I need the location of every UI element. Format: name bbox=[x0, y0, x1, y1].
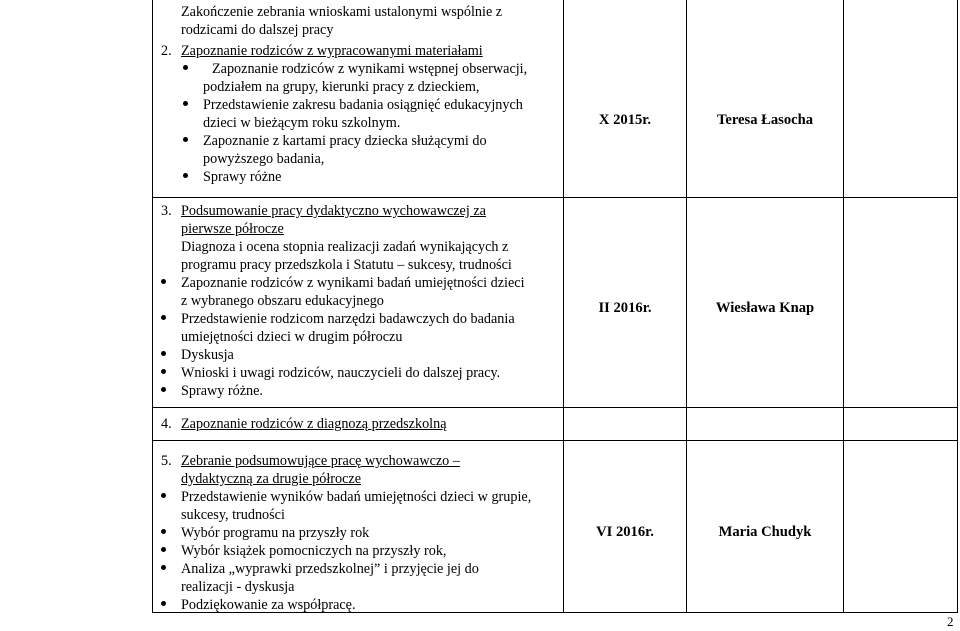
row3-heading-line2: pierwsze półrocze bbox=[181, 221, 284, 237]
row5-heading-line2: dydaktyczną za drugie półrocze bbox=[181, 471, 362, 487]
row2-bullet-3-line2: powyższego badania, bbox=[203, 151, 325, 167]
row3-bullet-5: Sprawy różne. bbox=[181, 383, 263, 399]
table-border-left bbox=[152, 0, 153, 613]
row3-number: 3. bbox=[161, 203, 172, 219]
table-border-col3 bbox=[843, 0, 844, 613]
row3-bullet-2-line1: Przedstawienie rodzicom narzędzi badawczych do badania bbox=[181, 311, 515, 327]
row5-date: VI 2016r. bbox=[596, 524, 654, 540]
row3-intro-line1: Diagnoza i ocena stopnia realizacji zadań wynikających z bbox=[181, 239, 509, 255]
bullet-icon bbox=[183, 101, 188, 106]
row2-bullet-2-line2: dzieci w bieżącym roku szkolnym. bbox=[203, 115, 401, 131]
bullet-icon bbox=[161, 529, 166, 534]
row3-intro-line2: programu pracy przedszkola i Statutu – sukcesy, trudności bbox=[181, 257, 512, 273]
row2-date: X 2015r. bbox=[598, 112, 652, 128]
row3-person: Wiesława Knap bbox=[715, 300, 815, 316]
row3-date: II 2016r. bbox=[598, 300, 652, 316]
bullet-icon bbox=[183, 65, 188, 70]
row3-bullet-4: Wnioski i uwagi rodziców, nauczycieli do dalszej pracy. bbox=[181, 365, 501, 381]
row5-person: Maria Chudyk bbox=[718, 524, 812, 540]
row3-bullet-2-line2: umiejętności dzieci w drugim półroczu bbox=[181, 329, 403, 345]
row2-person: Teresa Łasocha bbox=[716, 112, 814, 128]
row5-bullet-4-line2: realizacji - dyskusja bbox=[181, 579, 295, 595]
row1-line: rodzicami do dalszej pracy bbox=[181, 22, 334, 38]
bullet-icon bbox=[161, 369, 166, 374]
row3-bullet-1-line2: z wybranego obszaru edukacyjnego bbox=[181, 293, 384, 309]
row1-line: Zakończenie zebrania wnioskami ustalonymi wspólnie z bbox=[181, 4, 503, 20]
bullet-icon bbox=[183, 137, 188, 142]
bullet-icon bbox=[161, 279, 166, 284]
row5-bullet-3: Wybór książek pomocniczych na przyszły rok, bbox=[181, 543, 447, 559]
bullet-icon bbox=[161, 547, 166, 552]
bullet-icon bbox=[161, 315, 166, 320]
row2-heading: Zapoznanie rodziców z wypracowanymi materiałami bbox=[181, 43, 483, 59]
row-divider-1 bbox=[152, 197, 958, 198]
row3-heading-line1: Podsumowanie pracy dydaktyczno wychowawczej za bbox=[181, 203, 486, 219]
row5-bullet-2: Wybór programu na przyszły rok bbox=[181, 525, 370, 541]
row5-bullet-1-line2: sukcesy, trudności bbox=[181, 507, 285, 523]
row5-bullet-1-line1: Przedstawienie wyników badań umiejętności dzieci w grupie, bbox=[181, 489, 532, 505]
row4-heading: Zapoznanie rodziców z diagnozą przedszkolną bbox=[181, 416, 447, 432]
bullet-icon bbox=[183, 173, 188, 178]
row5-bullet-5: Podziękowanie za współpracę. bbox=[181, 597, 356, 613]
row4-number: 4. bbox=[161, 416, 172, 432]
row2-bullet-3-line1: Zapoznanie z kartami pracy dziecka służącymi do bbox=[203, 133, 487, 149]
row-divider-3 bbox=[152, 440, 958, 441]
table-border-right bbox=[957, 0, 958, 613]
row5-heading-line1: Zebranie podsumowujące pracę wychowawczo – bbox=[181, 453, 460, 469]
row5-bullet-4-line1: Analiza „wyprawki przedszkolnej” i przyjęcie jej do bbox=[181, 561, 479, 577]
bullet-icon bbox=[161, 601, 166, 606]
row2-number: 2. bbox=[161, 43, 172, 59]
bullet-icon bbox=[161, 565, 166, 570]
row2-bullet-4: Sprawy różne bbox=[203, 169, 282, 185]
row2-bullet-2-line1: Przedstawienie zakresu badania osiągnięć edukacyjnych bbox=[203, 97, 523, 113]
page-number: 2 bbox=[947, 614, 954, 629]
row2-bullet-1-line1: Zapoznanie rodziców z wynikami wstępnej obserwacji, bbox=[212, 61, 528, 77]
row-divider-2 bbox=[152, 407, 958, 408]
row3-bullet-3: Dyskusja bbox=[181, 347, 234, 363]
row2-bullet-1-line2: podziałem na grupy, kierunki pracy z dzieckiem, bbox=[203, 79, 480, 95]
bullet-icon bbox=[161, 351, 166, 356]
row3-bullet-1-line1: Zapoznanie rodziców z wynikami badań umiejętności dzieci bbox=[181, 275, 525, 291]
row5-number: 5. bbox=[161, 453, 172, 469]
bullet-icon bbox=[161, 493, 166, 498]
bullet-icon bbox=[161, 387, 166, 392]
